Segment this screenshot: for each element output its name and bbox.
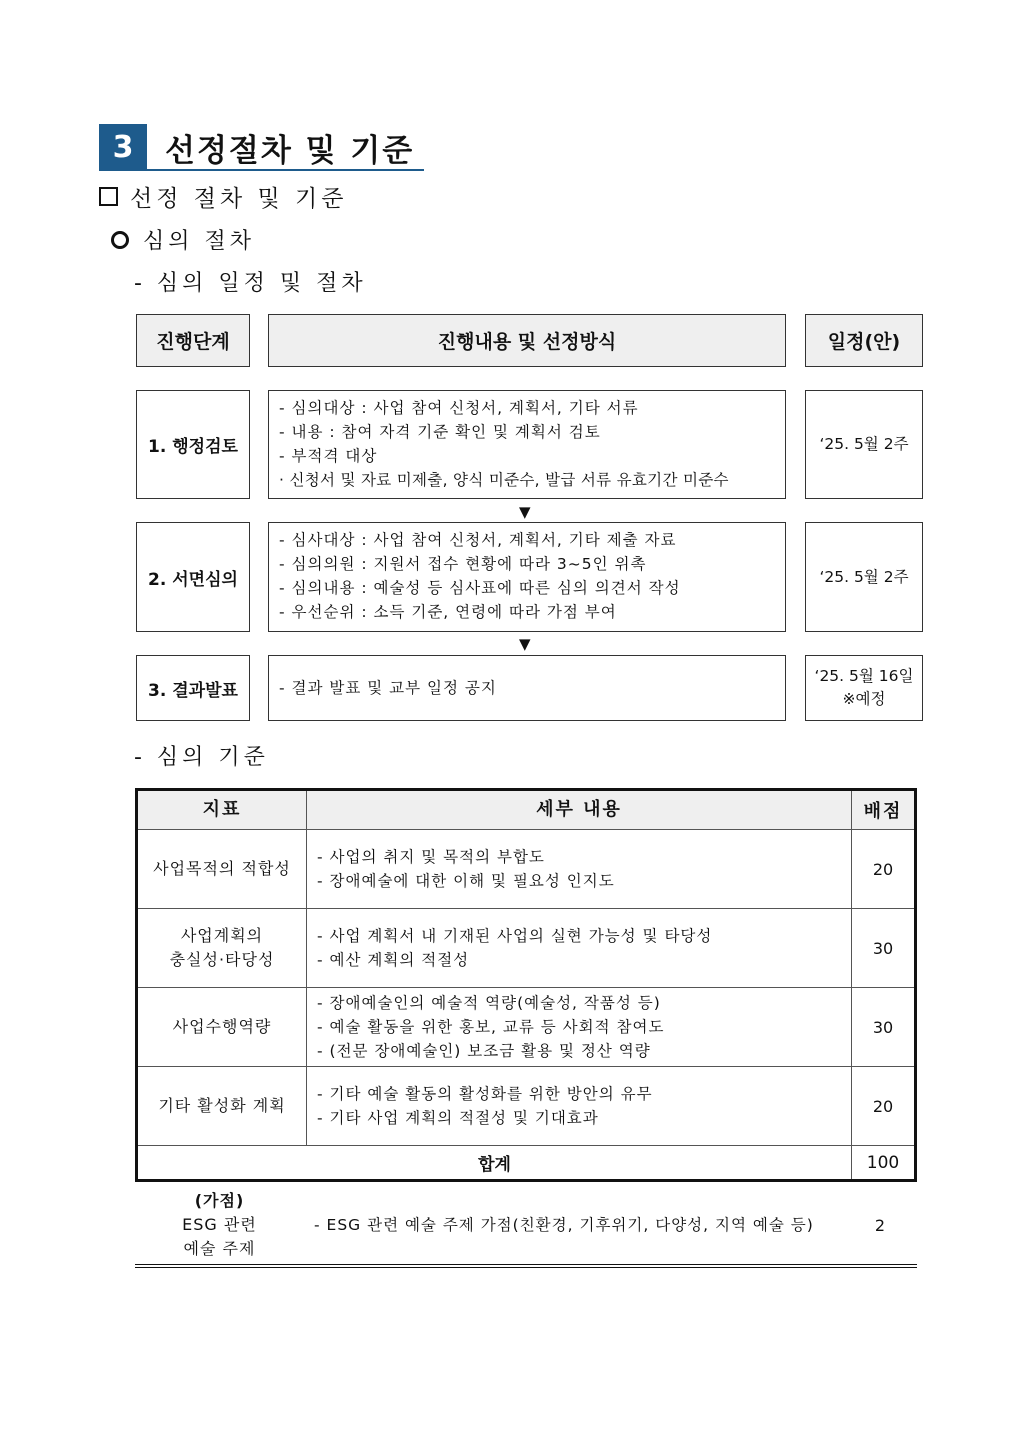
step-1-schedule	[805, 390, 923, 499]
bonus-score: 2	[874, 1215, 886, 1235]
bonus-label-line: 예술 주제	[183, 1239, 256, 1258]
criteria-detail	[307, 988, 852, 1066]
indicator-text: 사업수행역량	[172, 1017, 272, 1036]
step-3-schedule-note: ※예정	[842, 690, 886, 708]
detail-line: - 예산 계획의 적절성	[317, 951, 470, 969]
detail-line: - (전문 장애예술인) 보조금 활용 및 정산 역량	[317, 1042, 651, 1060]
section-number: 3	[99, 124, 147, 170]
bonus-row	[135, 1185, 917, 1265]
bonus-detail: - ESG 관련 예술 주제 가점(친환경, 기후위기, 다양성, 지역 예술 등)	[314, 1216, 814, 1234]
criteria-indicator	[138, 988, 307, 1066]
indicator-text: 기타 활성화 계획	[158, 1096, 286, 1115]
step-2-schedule	[805, 522, 923, 632]
section-title: 선정절차 및 기준	[165, 132, 415, 169]
indicator-text: 사업목적의 적합성	[153, 859, 291, 878]
criteria-score: 30	[872, 1017, 894, 1037]
criteria-total-score: 100	[866, 1152, 900, 1173]
bonus-divider	[135, 1267, 917, 1268]
process-header-stage: 진행단계	[136, 314, 250, 367]
step-3-schedule	[805, 655, 923, 721]
detail-line: - 기타 사업 계획의 적절성 및 기대효과	[317, 1109, 599, 1127]
step-3-content	[268, 655, 786, 721]
heading-circle	[111, 224, 255, 255]
criteria-score: 20	[872, 859, 894, 879]
step-1-schedule-date: ‘25. 5월 2주	[819, 435, 909, 453]
criteria-header-row	[138, 791, 914, 830]
step-2-line: - 심의의원 : 지원서 접수 현황에 따라 3~5인 위촉	[279, 555, 647, 573]
heading-circle-text: 심의 절차	[143, 229, 256, 254]
indicator-text: 충실성·타당성	[169, 950, 275, 969]
table-row	[138, 830, 914, 909]
criteria-total-row	[138, 1146, 914, 1179]
criteria-header-indicator: 지표	[138, 791, 307, 829]
step-1-line: - 심의대상 : 사업 참여 신청서, 계획서, 기타 서류	[279, 399, 639, 417]
criteria-detail	[307, 909, 852, 987]
step-2-content	[268, 522, 786, 632]
detail-line: - 사업의 취지 및 목적의 부합도	[317, 848, 545, 866]
detail-line: - 장애예술에 대한 이해 및 필요성 인지도	[317, 872, 615, 890]
step-1-line: - 부적격 대상	[279, 447, 378, 465]
criteria-header-score: 배점	[852, 791, 914, 829]
criteria-score: 20	[872, 1096, 894, 1116]
process-header-content: 진행내용 및 선정방식	[268, 314, 786, 367]
square-bullet-icon	[99, 187, 118, 206]
bonus-label-line: ESG 관련	[182, 1215, 257, 1234]
criteria-indicator	[138, 1067, 307, 1145]
step-1-stage: 1. 행정검토	[136, 390, 250, 499]
step-2-line: - 심의내용 : 예술성 등 심사표에 따른 심의 의견서 작성	[279, 579, 681, 597]
criteria-detail	[307, 1067, 852, 1145]
step-2-schedule-date: ‘25. 5월 2주	[819, 567, 909, 586]
detail-line: - 기타 예술 활동의 활성화를 위한 방안의 유무	[317, 1085, 653, 1103]
bonus-label-line: (가점)	[194, 1191, 245, 1210]
step-2-stage: 2. 서면심의	[136, 522, 250, 632]
criteria-indicator	[138, 909, 307, 987]
indicator-text: 사업계획의	[180, 926, 264, 945]
criteria-header-detail: 세부 내용	[307, 791, 852, 829]
criteria-score: 30	[872, 938, 894, 958]
heading-square	[99, 180, 347, 213]
table-row	[138, 909, 914, 988]
table-row	[138, 988, 914, 1067]
down-arrow-icon: ▼	[519, 635, 531, 653]
detail-line: - 장애예술인의 예술적 역량(예술성, 작품성 등)	[317, 994, 661, 1012]
step-3-stage: 3. 결과발표	[136, 655, 250, 721]
step-3-schedule-date: ‘25. 5월 16일	[814, 667, 914, 685]
step-1-content	[268, 390, 786, 499]
step-1-line: · 신청서 및 자료 미제출, 양식 미준수, 발급 서류 유효기간 미준수	[279, 471, 729, 489]
step-2-line: - 심사대상 : 사업 참여 신청서, 계획서, 기타 제출 자료	[279, 531, 677, 549]
heading-square-text: 선정 절차 및 기준	[130, 186, 348, 212]
heading-criteria: - 심의 기준	[134, 745, 269, 770]
circle-bullet-icon	[111, 231, 129, 249]
criteria-table	[135, 788, 917, 1182]
heading-schedule: - 심의 일정 및 절차	[134, 271, 367, 296]
criteria-total-label: 합계	[138, 1146, 852, 1179]
criteria-detail	[307, 830, 852, 908]
detail-line: - 예술 활동을 위한 홍보, 교류 등 사회적 참여도	[317, 1018, 665, 1036]
down-arrow-icon: ▼	[519, 503, 531, 521]
step-3-line: - 결과 발표 및 교부 일정 공지	[279, 679, 497, 697]
step-2-line: - 우선순위 : 소득 기준, 연령에 따라 가점 부여	[279, 603, 617, 621]
step-1-line: - 내용 : 참여 자격 기준 확인 및 계획서 검토	[279, 423, 601, 441]
bonus-label	[135, 1185, 304, 1265]
criteria-indicator	[138, 830, 307, 908]
table-row	[138, 1067, 914, 1146]
section-underline	[99, 169, 424, 171]
process-header-schedule: 일정(안)	[805, 314, 923, 367]
bonus-divider	[135, 1264, 917, 1265]
detail-line: - 사업 계획서 내 기재된 사업의 실현 가능성 및 타당성	[317, 927, 713, 945]
